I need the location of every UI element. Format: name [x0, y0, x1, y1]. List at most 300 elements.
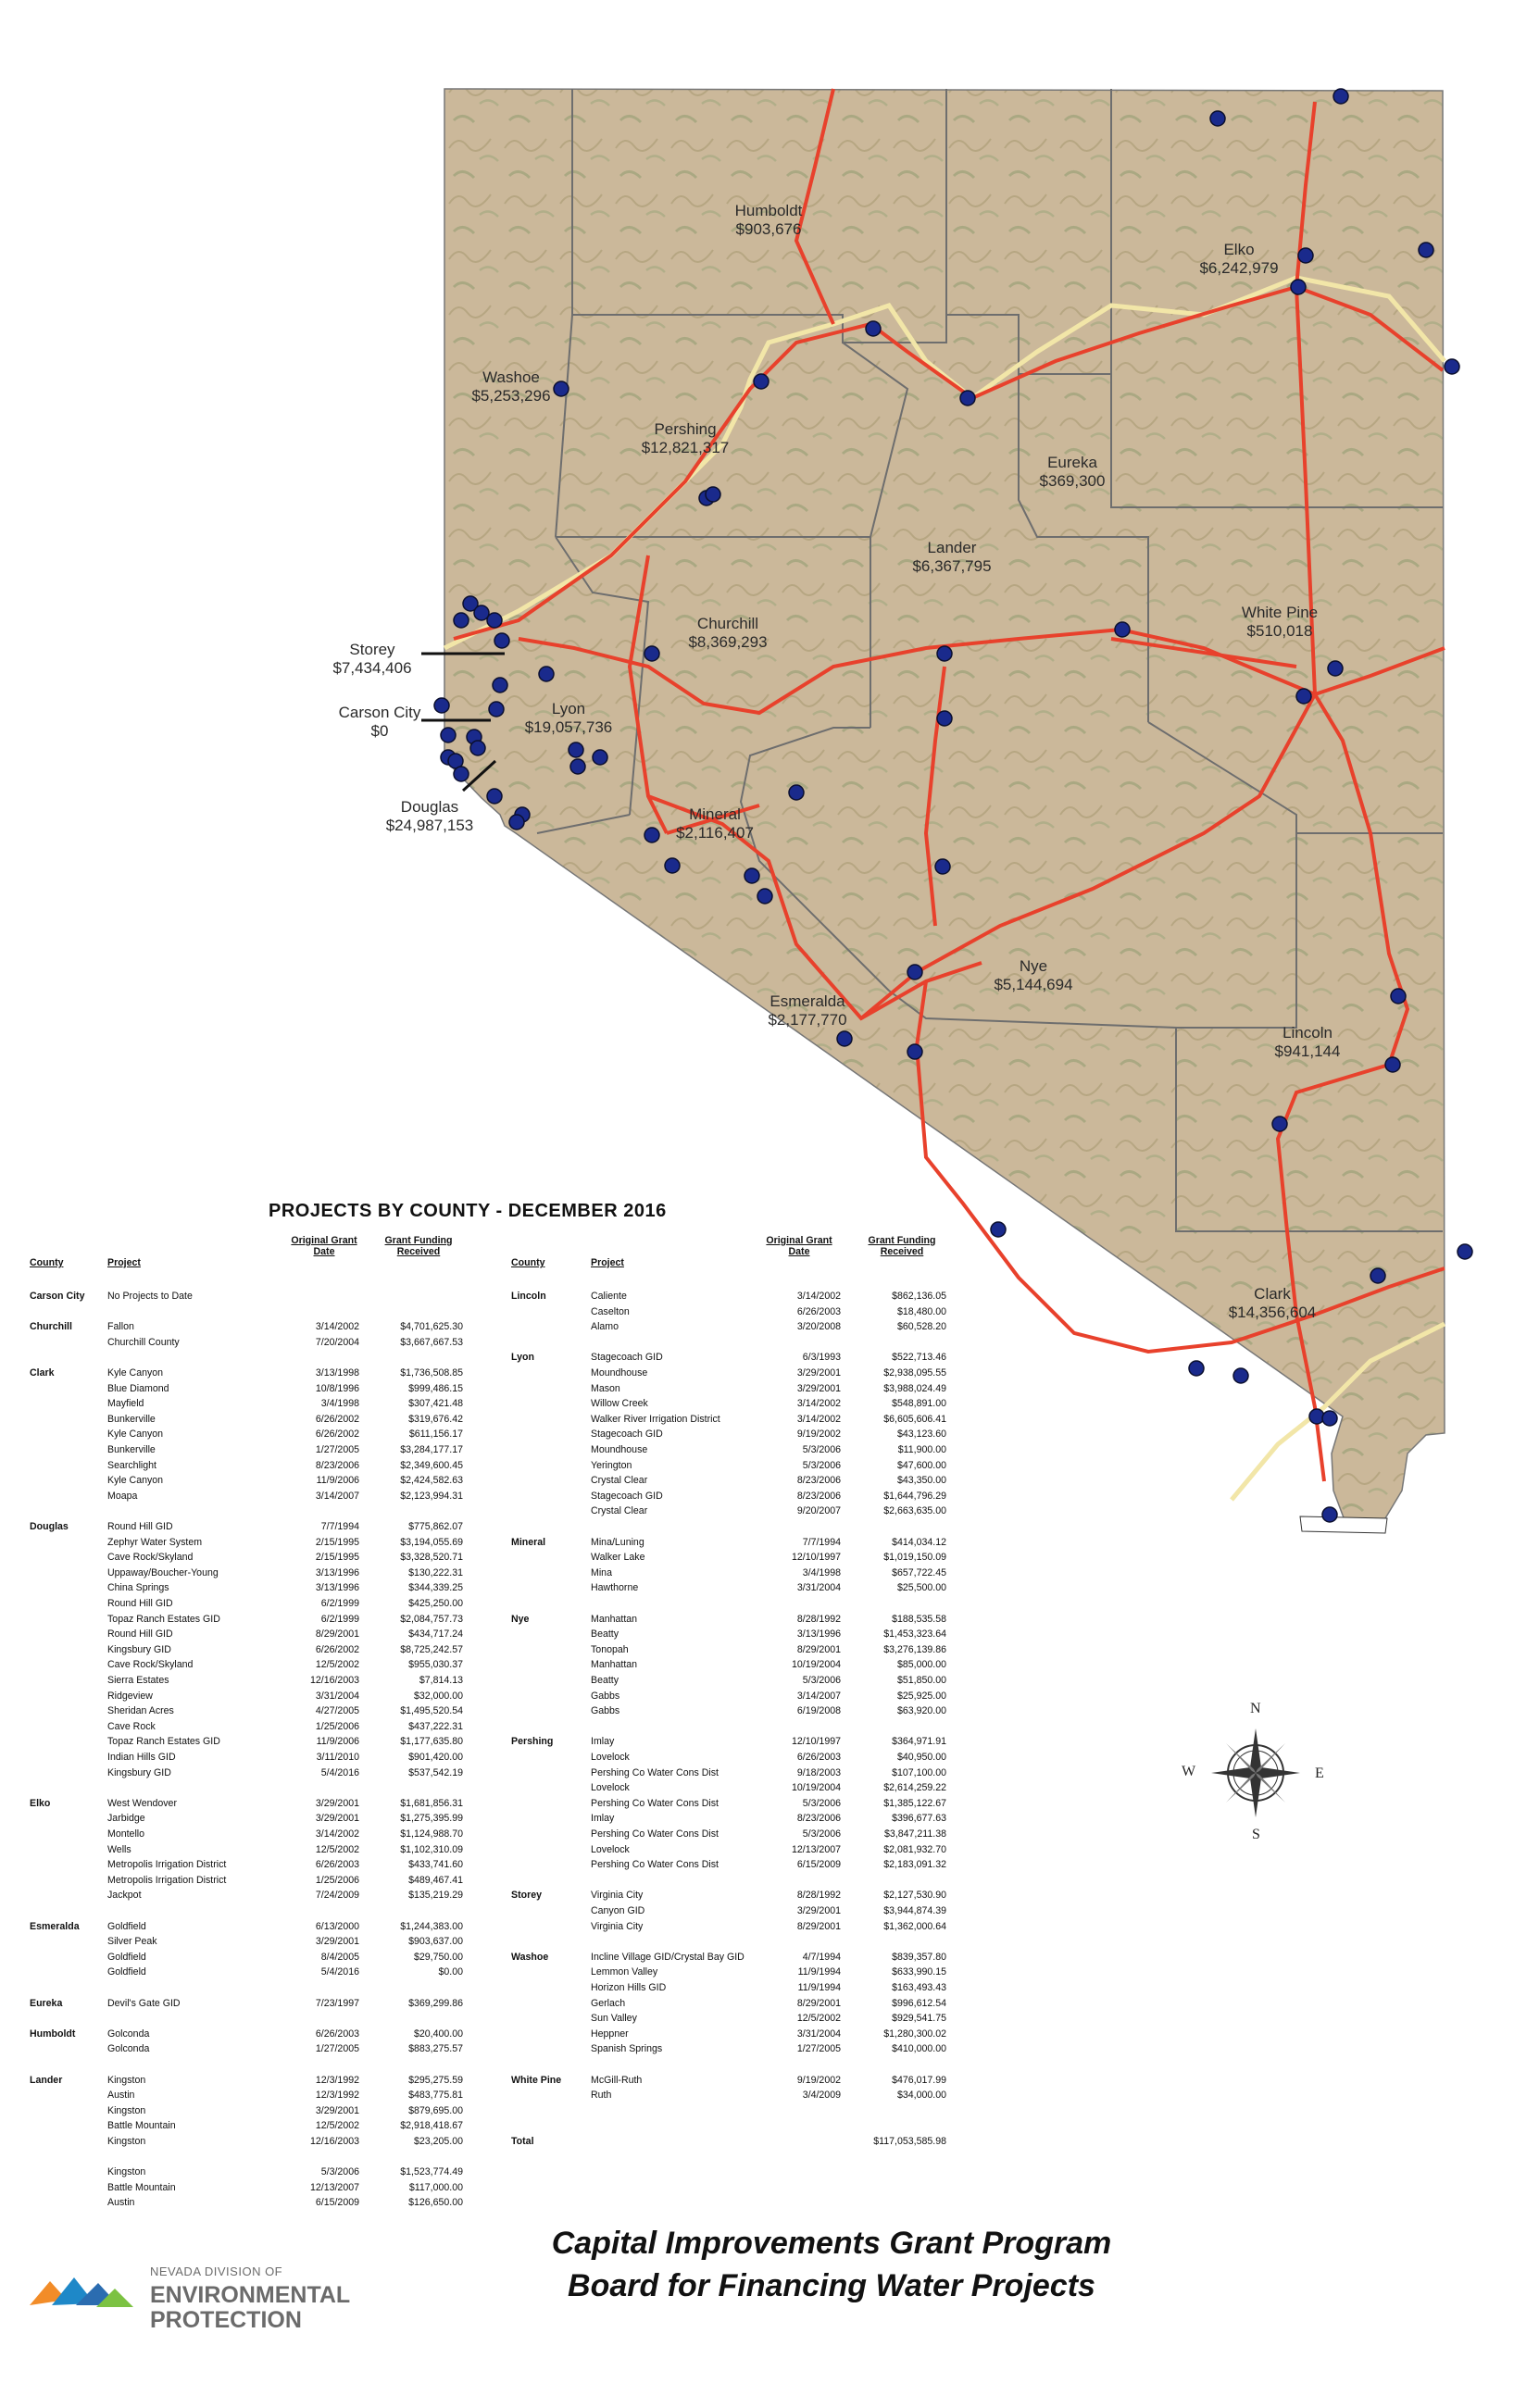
project-cell: Cave Rock [107, 1720, 156, 1732]
header-date [287, 1235, 361, 1257]
funding-cell: $117,000.00 [408, 2181, 463, 2193]
table-row [30, 1566, 474, 1581]
project-cell: Cave Rock/Skyland [107, 1552, 194, 1564]
date-cell: 7/20/2004 [315, 1336, 359, 1348]
county-amount: $903,676 [735, 220, 802, 238]
date-cell: 6/26/2002 [315, 1429, 359, 1441]
county-name: Mineral [689, 805, 741, 823]
project-cell: Kyle Canyon [107, 1367, 164, 1379]
date-cell: 3/11/2010 [316, 1752, 359, 1763]
table-row [30, 1996, 474, 2012]
date-cell: 6/26/2003 [315, 2027, 359, 2040]
table-row [511, 1550, 974, 1566]
project-cell: Stagecoach GID [591, 1429, 663, 1441]
project-cell: Caliente [591, 1291, 627, 1302]
date-cell: 12/5/2002 [315, 1659, 359, 1671]
header-funding-line1: Grant Funding [384, 1235, 453, 1246]
project-cell: Kingsbury GID [107, 1643, 171, 1655]
project-cell: Alamo [591, 1321, 619, 1333]
table-row [30, 1873, 474, 1889]
date-cell: 3/29/2001 [796, 1367, 841, 1379]
project-cell: Beatty [591, 1628, 619, 1641]
projects-table-right [511, 1235, 974, 2198]
table-row [30, 1612, 474, 1628]
funding-cell: $1,280,300.02 [883, 2027, 946, 2040]
project-cell: Jackpot [107, 1890, 142, 1902]
funding-cell: $1,523,774.49 [400, 2166, 463, 2178]
funding-cell: $7,814.13 [419, 1675, 463, 1686]
project-cell: Goldfield [107, 1951, 146, 1963]
date-cell: 5/3/2006 [802, 1797, 841, 1809]
logo-agency-name [150, 2283, 350, 2333]
project-cell: Moapa [107, 1490, 138, 1502]
project-cell: Silver Peak [107, 1936, 157, 1948]
date-cell: 3/13/1996 [315, 1582, 359, 1594]
table-row [511, 1673, 974, 1689]
date-cell: 5/3/2006 [802, 1459, 841, 1471]
table-row [511, 1396, 974, 1412]
date-cell: 1/25/2006 [315, 1720, 359, 1732]
county-label-pershing [642, 420, 730, 457]
date-cell: 6/26/2002 [315, 1413, 359, 1425]
table-row [30, 1719, 474, 1735]
funding-cell: $25,925.00 [896, 1690, 946, 1702]
county-cell: Mineral [511, 1536, 546, 1548]
project-cell: Metropolis Irrigation District [107, 1874, 227, 1886]
funding-cell: $657,722.45 [892, 1566, 946, 1578]
date-cell: 8/23/2006 [796, 1490, 841, 1502]
date-cell: 9/20/2007 [796, 1505, 841, 1517]
project-cell: Pershing Co Water Cons Dist [591, 1828, 719, 1840]
county-amount: $5,144,694 [994, 976, 1073, 993]
county-label-churchill [688, 615, 767, 652]
funding-cell: $996,612.54 [892, 1997, 946, 2009]
table-row [30, 2134, 474, 2150]
table-row [30, 1765, 474, 1781]
table-row [511, 1857, 974, 1873]
funding-cell: $433,741.60 [408, 1859, 463, 1871]
table-row [511, 1765, 974, 1781]
date-cell: 3/14/2007 [796, 1690, 841, 1702]
funding-cell: $862,136.05 [892, 1291, 946, 1302]
project-cell: Manhattan [591, 1659, 638, 1671]
funding-cell: $2,349,600.45 [400, 1459, 463, 1471]
county-cell: White Pine [511, 2074, 562, 2086]
header-funding [856, 1235, 948, 1257]
project-cell: Golconda [107, 2043, 150, 2055]
funding-cell: $1,177,635.80 [400, 1736, 463, 1748]
county-cell: Churchill [30, 1321, 72, 1333]
county-amount: $12,821,317 [641, 439, 730, 456]
date-cell: 5/4/2016 [320, 1766, 359, 1778]
project-cell: Lovelock [591, 1752, 630, 1763]
date-cell: 3/31/2004 [796, 1582, 841, 1594]
project-cell: Battle Mountain [107, 2181, 176, 2193]
county-cell: Washoe [511, 1951, 549, 1963]
date-cell: 3/29/2001 [315, 1813, 359, 1825]
funding-cell: $43,350.00 [896, 1475, 946, 1487]
project-cell: Lemmon Valley [591, 1966, 658, 1978]
table-row [30, 1304, 474, 1320]
project-cell: Kyle Canyon [107, 1429, 164, 1441]
project-cell: Uppaway/Boucher-Young [107, 1566, 219, 1578]
date-cell: 7/24/2009 [315, 1890, 359, 1902]
table-row [511, 1965, 974, 1980]
project-cell: Lovelock [591, 1782, 630, 1794]
county-cell: Storey [511, 1890, 542, 1902]
table-row [511, 1612, 974, 1628]
table-row [30, 1796, 474, 1812]
header-funding [372, 1235, 465, 1257]
project-cell: Fallon [107, 1321, 134, 1333]
table-row [511, 1458, 974, 1474]
county-cell: Humboldt [30, 2027, 76, 2040]
compass-icon [1200, 1717, 1311, 1828]
table-row [511, 1950, 974, 1965]
logo-agency-prefix: NEVADA DIVISION OF [150, 2265, 283, 2278]
project-cell: Lovelock [591, 1843, 630, 1855]
date-cell: 12/3/1992 [315, 2090, 359, 2102]
table-row [511, 1842, 974, 1858]
date-cell: 11/9/2006 [316, 1475, 359, 1487]
project-cell: Imlay [591, 1736, 615, 1748]
table-row [511, 1903, 974, 1919]
date-cell: 3/13/1998 [315, 1367, 359, 1379]
date-cell: 2/15/1995 [315, 1552, 359, 1564]
date-cell: 6/15/2009 [315, 2197, 359, 2209]
compass-n: N [1250, 1701, 1261, 1716]
date-cell: 7/7/1994 [320, 1521, 359, 1532]
table-row [30, 1657, 474, 1673]
table-row [511, 2011, 974, 2027]
date-cell: 12/13/2007 [791, 1843, 841, 1855]
date-cell: 3/14/2002 [796, 1291, 841, 1302]
table-row [511, 2073, 974, 2089]
header-funding-line1: Grant Funding [868, 1235, 936, 1246]
project-cell: Gabbs [591, 1690, 620, 1702]
county-label-lyon [525, 700, 613, 737]
county-label-washoe [471, 368, 550, 405]
table-row [30, 2118, 474, 2134]
county-amount: $2,177,770 [768, 1011, 847, 1029]
funding-cell: $2,084,757.73 [400, 1613, 463, 1625]
date-cell: 6/26/2003 [796, 1752, 841, 1763]
county-amount: $2,116,407 [676, 824, 754, 842]
funding-cell: $319,676.42 [408, 1413, 463, 1425]
table-row [511, 2057, 974, 2073]
table-row [30, 1580, 474, 1596]
date-cell: 1/27/2005 [315, 2043, 359, 2055]
funding-cell: $364,971.91 [892, 1736, 946, 1748]
table-row [30, 1289, 474, 1304]
project-cell: Round Hill GID [107, 1598, 173, 1609]
table-row [30, 2027, 474, 2042]
table-row [511, 1657, 974, 1673]
table-row [511, 1689, 974, 1704]
project-cell: Topaz Ranch Estates GID [107, 1613, 220, 1625]
county-cell: Lyon [511, 1352, 534, 1364]
funding-cell: $2,663,635.00 [883, 1505, 946, 1517]
county-amount: $6,242,979 [1199, 259, 1279, 277]
project-cell: Mason [591, 1382, 620, 1394]
funding-cell: $32,000.00 [413, 1690, 463, 1702]
funding-cell: $135,219.29 [408, 1890, 463, 1902]
table-row [511, 1934, 974, 1950]
table-row [30, 1519, 474, 1535]
project-cell: Yerington [591, 1459, 632, 1471]
funding-cell: $188,535.58 [892, 1613, 946, 1625]
date-cell: 1/27/2005 [796, 2043, 841, 2055]
project-cell: Sun Valley [591, 2013, 637, 2025]
project-cell: Bunkerville [107, 1413, 156, 1425]
table-row [30, 1458, 474, 1474]
date-cell: 8/23/2006 [315, 1459, 359, 1471]
project-cell: Crystal Clear [591, 1505, 648, 1517]
date-cell: 5/3/2006 [802, 1444, 841, 1455]
county-amount: $5,253,296 [471, 387, 551, 405]
funding-cell: $51,850.00 [896, 1675, 946, 1686]
funding-cell: $18,480.00 [896, 1305, 946, 1317]
funding-cell: $3,847,211.38 [884, 1828, 946, 1840]
date-cell: 3/13/1996 [796, 1628, 841, 1641]
funding-cell: $1,385,122.67 [883, 1797, 946, 1809]
table-row [511, 1827, 974, 1842]
project-cell: Gabbs [591, 1705, 620, 1717]
table-row [511, 1427, 974, 1442]
funding-cell: $2,081,932.70 [883, 1843, 946, 1855]
table-row [30, 2165, 474, 2180]
table-row [30, 1535, 474, 1551]
funding-cell: $2,127,530.90 [883, 1890, 946, 1902]
funding-cell: $410,000.00 [892, 2043, 946, 2055]
county-cell: Eureka [30, 1997, 63, 2009]
table-row [30, 1335, 474, 1351]
project-cell: Blue Diamond [107, 1382, 169, 1394]
table-row [511, 1873, 974, 1889]
table-row [30, 1903, 474, 1919]
county-name: Lincoln [1282, 1024, 1333, 1042]
project-cell: Kingsbury GID [107, 1766, 171, 1778]
funding-cell: $903,637.00 [408, 1936, 463, 1948]
funding-cell: $34,000.00 [896, 2090, 946, 2102]
date-cell: 7/7/1994 [802, 1536, 841, 1548]
table-row [30, 1827, 474, 1842]
project-cell: Kingston [107, 2104, 146, 2116]
date-cell: 5/3/2006 [802, 1675, 841, 1686]
header-funding-line2: Received [396, 1246, 441, 1257]
table-row [30, 2103, 474, 2119]
funding-cell: $3,276,139.86 [883, 1643, 946, 1655]
funding-cell: $1,019,150.09 [883, 1552, 946, 1564]
date-cell: 9/18/2003 [796, 1766, 841, 1778]
project-cell: No Projects to Date [107, 1291, 193, 1302]
county-cell: Lander [30, 2074, 63, 2086]
funding-cell: $3,284,177.17 [400, 1444, 463, 1455]
funding-cell: $4,701,625.30 [400, 1321, 463, 1333]
table-row [511, 1580, 974, 1596]
date-cell: 3/4/2009 [802, 2090, 841, 2102]
county-cell: Lincoln [511, 1291, 546, 1302]
funding-cell: $107,100.00 [892, 1766, 946, 1778]
funding-cell: $476,017.99 [892, 2074, 946, 2086]
date-cell: 8/4/2005 [320, 1951, 359, 1963]
date-cell: 12/10/1997 [791, 1736, 841, 1748]
table-row [30, 1750, 474, 1765]
table-row [511, 1642, 974, 1658]
header-county: County [511, 1257, 545, 1268]
date-cell: 12/13/2007 [309, 2181, 359, 2193]
project-cell: Golconda [107, 2027, 150, 2040]
header-project: Project [107, 1257, 141, 1268]
county-name: Washoe [482, 368, 540, 386]
table-row [30, 2180, 474, 2196]
funding-cell: $344,339.25 [408, 1582, 463, 1594]
project-cell: Virginia City [591, 1890, 644, 1902]
project-cell: Zephyr Water System [107, 1536, 203, 1548]
date-cell: 3/14/2007 [315, 1490, 359, 1502]
county-label-douglas [386, 798, 474, 835]
county-label-eureka [1040, 454, 1106, 491]
date-cell: 10/8/1996 [315, 1382, 359, 1394]
project-cell: Mayfield [107, 1398, 144, 1410]
funding-cell: $839,357.80 [892, 1951, 946, 1963]
date-cell: 3/29/2001 [796, 1382, 841, 1394]
date-cell: 6/26/2002 [315, 1643, 359, 1655]
funding-cell: $2,183,091.32 [883, 1859, 946, 1871]
project-cell: Mina/Luning [591, 1536, 644, 1548]
date-cell: 3/4/1998 [320, 1398, 359, 1410]
project-cell: Metropolis Irrigation District [107, 1859, 227, 1871]
funding-cell: $1,681,856.31 [400, 1797, 463, 1809]
funding-cell: $295,275.59 [408, 2074, 463, 2086]
funding-cell: $8,725,242.57 [400, 1643, 463, 1655]
table-row [30, 1319, 474, 1335]
date-cell: 8/28/1992 [796, 1890, 841, 1902]
funding-cell: $117,053,585.98 [873, 2136, 946, 2147]
county-amount: $6,367,795 [912, 557, 992, 575]
project-cell: Moundhouse [591, 1367, 648, 1379]
project-cell: Wells [107, 1843, 131, 1855]
county-cell: Clark [30, 1367, 55, 1379]
project-cell: Mina [591, 1566, 612, 1578]
date-cell: 3/13/1996 [315, 1566, 359, 1578]
county-name: Storey [349, 641, 395, 658]
funding-cell: $307,421.48 [408, 1398, 463, 1410]
county-label-lincoln [1275, 1024, 1341, 1061]
funding-cell: $1,495,520.54 [400, 1705, 463, 1717]
project-cell: Virginia City [591, 1920, 644, 1932]
table-row [511, 1335, 974, 1351]
county-label-humboldt [735, 202, 803, 239]
table-row [30, 1596, 474, 1612]
compass-rose [1182, 1701, 1324, 1842]
county-cell: Douglas [30, 1521, 69, 1532]
date-cell: 12/5/2002 [315, 1843, 359, 1855]
project-cell: McGill-Ruth [591, 2074, 643, 2086]
date-cell: 3/31/2004 [796, 2027, 841, 2040]
table-row [30, 1857, 474, 1873]
date-cell: 9/19/2002 [796, 1429, 841, 1441]
funding-cell: $483,775.81 [408, 2090, 463, 2102]
funding-cell: $85,000.00 [896, 1659, 946, 1671]
table-row [511, 1888, 974, 1903]
funding-cell: $25,500.00 [896, 1582, 946, 1594]
mountain-logo-icon [30, 2268, 141, 2320]
county-name: Lyon [551, 700, 586, 717]
date-cell: 12/3/1992 [315, 2074, 359, 2086]
county-name: Eureka [1047, 454, 1097, 471]
table-row [30, 1550, 474, 1566]
project-cell: Sheridan Acres [107, 1705, 174, 1717]
date-cell: 8/29/2001 [315, 1628, 359, 1641]
project-cell: Heppner [591, 2027, 629, 2040]
project-cell: Goldfield [107, 1920, 146, 1932]
county-amount: $510,018 [1246, 622, 1313, 640]
project-cell: Austin [107, 2197, 135, 2209]
county-cell: Total [511, 2136, 534, 2147]
date-cell: 12/10/1997 [791, 1552, 841, 1564]
project-cell: Kingston [107, 2136, 146, 2147]
funding-cell: $11,900.00 [897, 1444, 946, 1455]
date-cell: 3/20/2008 [796, 1321, 841, 1333]
project-cell: Crystal Clear [591, 1475, 648, 1487]
date-cell: 1/27/2005 [315, 1444, 359, 1455]
project-cell: Searchlight [107, 1459, 156, 1471]
funding-cell: $20,400.00 [413, 2027, 463, 2040]
date-cell: 8/29/2001 [796, 1997, 841, 2009]
county-name: Clark [1254, 1285, 1291, 1303]
project-cell: Kingston [107, 2074, 146, 2086]
table-row [30, 1412, 474, 1428]
date-cell: 12/5/2002 [796, 2013, 841, 2025]
funding-cell: $2,123,994.31 [400, 1490, 463, 1502]
date-cell: 7/23/1997 [315, 1997, 359, 2009]
table-row [30, 2073, 474, 2089]
project-cell: Battle Mountain [107, 2120, 176, 2132]
date-cell: 5/4/2016 [320, 1966, 359, 1978]
table-row [30, 1950, 474, 1965]
funding-cell: $955,030.37 [408, 1659, 463, 1671]
funding-cell: $130,222.31 [408, 1566, 463, 1578]
county-name: Pershing [654, 420, 717, 438]
funding-cell: $879,695.00 [408, 2104, 463, 2116]
table-row [30, 1965, 474, 1980]
table-row [30, 1888, 474, 1903]
county-amount: $0 [370, 722, 389, 740]
project-cell: Ridgeview [107, 1690, 153, 1702]
date-cell: 11/9/2006 [316, 1736, 359, 1748]
funding-cell: $40,950.00 [896, 1752, 946, 1763]
table-row [30, 1673, 474, 1689]
header-date-line2: Date [313, 1246, 335, 1257]
project-cell: Indian Hills GID [107, 1752, 176, 1763]
project-cell: Pershing Co Water Cons Dist [591, 1797, 719, 1809]
table-row [30, 1427, 474, 1442]
table-row [30, 1689, 474, 1704]
project-cell: Stagecoach GID [591, 1352, 663, 1364]
table-row [30, 1980, 474, 1996]
project-cell: Kyle Canyon [107, 1475, 164, 1487]
table-row [511, 1535, 974, 1551]
project-cell: Stagecoach GID [591, 1490, 663, 1502]
county-label-carson-city [339, 704, 421, 741]
date-cell: 12/16/2003 [309, 1675, 359, 1686]
table-row [511, 1627, 974, 1642]
project-cell: Pershing Co Water Cons Dist [591, 1766, 719, 1778]
table-row [511, 1289, 974, 1304]
project-cell: Willow Creek [591, 1398, 648, 1410]
date-cell: 8/28/1992 [796, 1613, 841, 1625]
